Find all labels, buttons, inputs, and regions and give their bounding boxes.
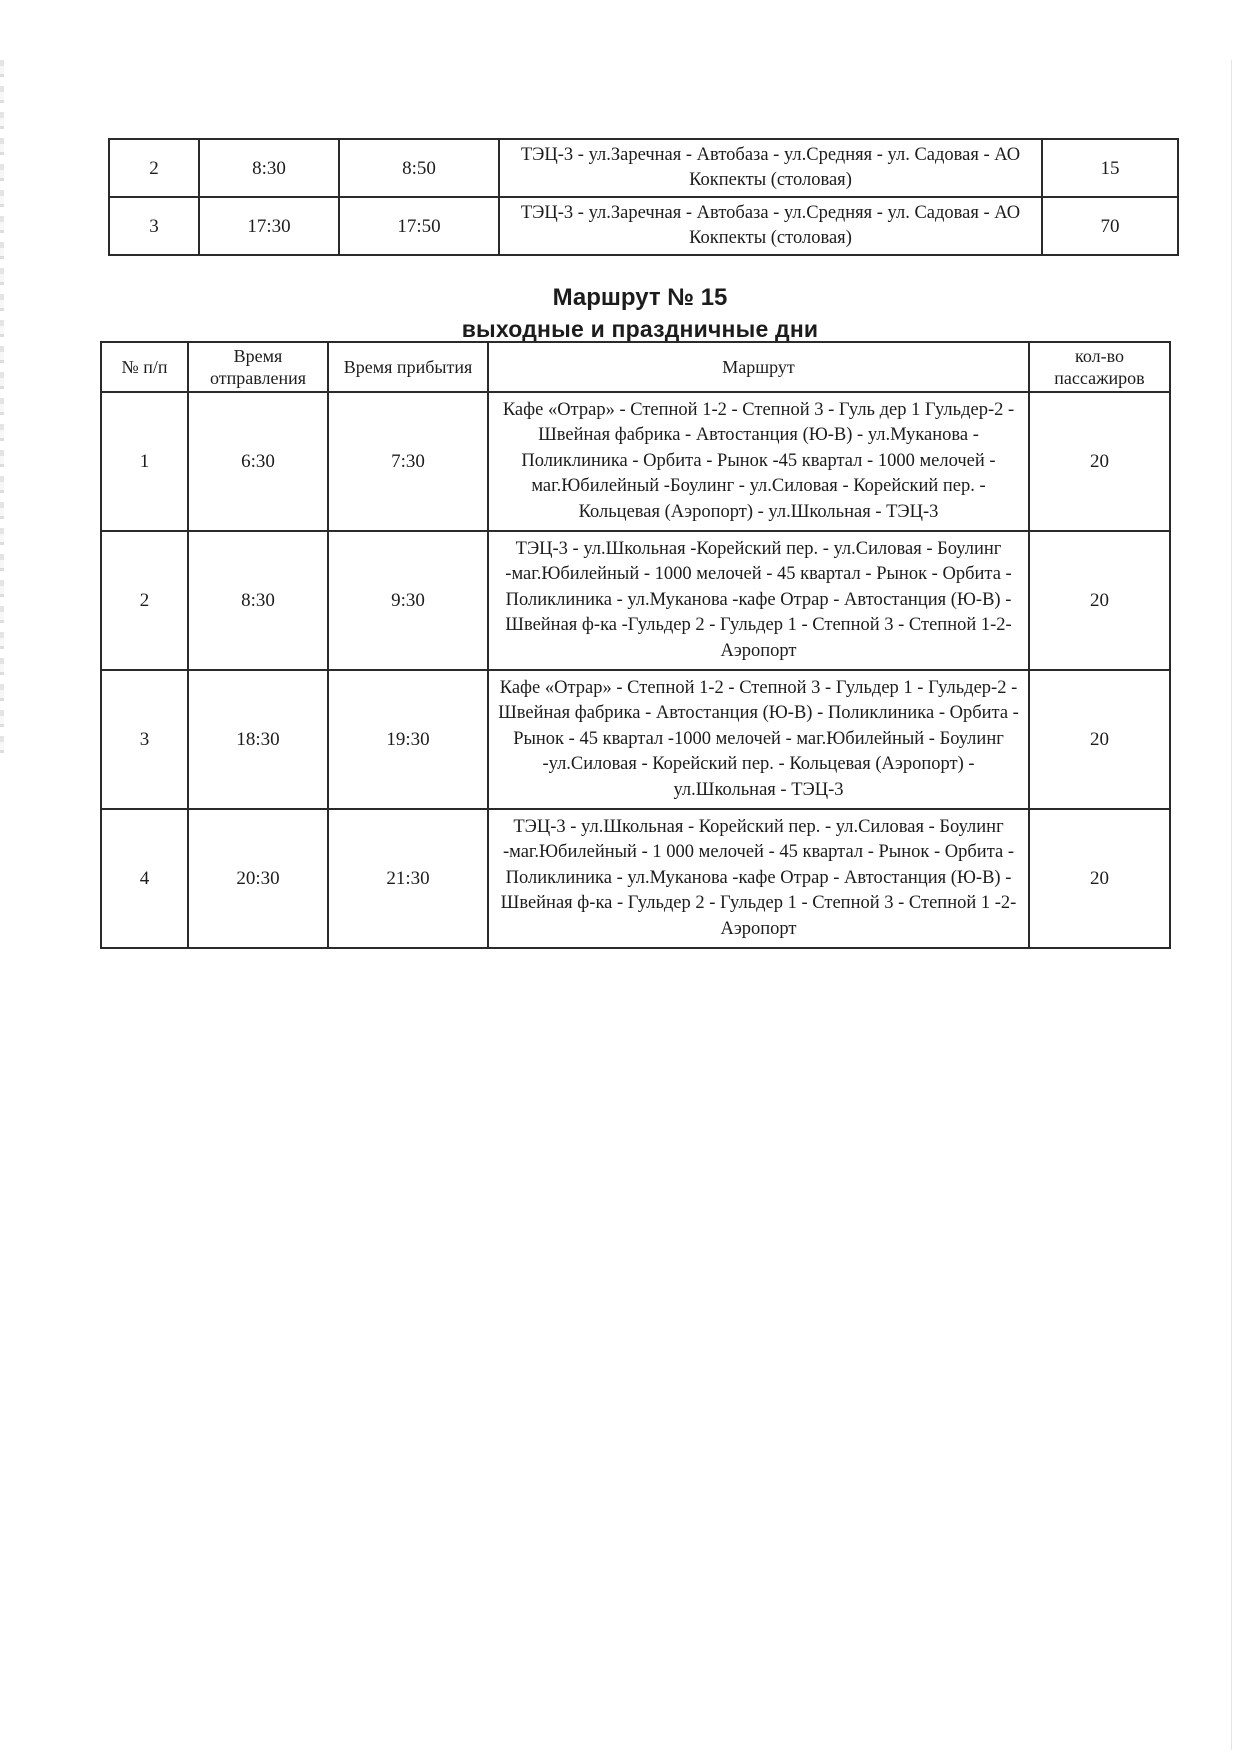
departure-time: 8:30	[199, 139, 339, 197]
table-header-row	[101, 342, 1170, 392]
passenger-count: 20	[1029, 670, 1170, 809]
table-row	[101, 531, 1170, 670]
column-header-number: № п/п	[101, 342, 188, 392]
passenger-count: 20	[1029, 809, 1170, 948]
table-row	[101, 670, 1170, 809]
arrival-time: 9:30	[328, 531, 488, 670]
table-row	[101, 809, 1170, 948]
table-row	[109, 139, 1178, 197]
departure-time: 20:30	[188, 809, 328, 948]
route-description: ТЭЦ-3 - ул.Школьная -Корейский пер. - ул.Силовая - Боулинг -маг.Юбилейный - 1000 мелочей - 45 квартал - Рынок - Орбита - Поликлиника - ул.Муканова -кафе Отрар - Автостанция (Ю-В) - Швейная ф-ка -Гульдер 2 - Гульдер 1 - Степной 3 - Степной 1-2-Аэропорт	[488, 531, 1029, 670]
route-description: Кафе «Отрар» - Степной 1-2 - Степной 3 - Гульдер 1 - Гульдер-2 - Швейная фабрика - Автостанция (Ю-В) - Поликлиника - Орбита - Рынок - 45 квартал -1000 мелочей - маг.Юбилейный - Боулинг -ул.Силовая - Корейский пер. - Кольцевая (Аэропорт) - ул.Школьная - ТЭЦ-3	[488, 670, 1029, 809]
table-row	[101, 392, 1170, 531]
scan-edge-line	[1231, 60, 1232, 1750]
departure-time: 8:30	[188, 531, 328, 670]
row-number: 2	[101, 531, 188, 670]
row-number: 1	[101, 392, 188, 531]
route-subtitle: выходные и праздничные дни	[461, 316, 819, 342]
schedule-table	[100, 341, 1171, 949]
arrival-time: 7:30	[328, 392, 488, 531]
arrival-time: 17:50	[339, 197, 499, 255]
departure-time: 17:30	[199, 197, 339, 255]
row-number: 4	[101, 809, 188, 948]
row-number: 3	[109, 197, 199, 255]
passenger-count: 70	[1042, 197, 1178, 255]
column-header-passengers: кол-во пассажиров	[1029, 342, 1170, 392]
passenger-count: 15	[1042, 139, 1178, 197]
departure-time: 6:30	[188, 392, 328, 531]
arrival-time: 19:30	[328, 670, 488, 809]
arrival-time: 21:30	[328, 809, 488, 948]
route-title: Маршрут № 15	[552, 284, 728, 311]
column-header-arrival: Время прибытия	[328, 342, 488, 392]
schedule-table-continuation	[108, 138, 1179, 256]
row-number: 3	[101, 670, 188, 809]
table-row	[109, 197, 1178, 255]
passenger-count: 20	[1029, 531, 1170, 670]
route-description: Кафе «Отрар» - Степной 1-2 - Степной 3 - Гуль дер 1 Гульдер-2 - Швейная фабрика - Автостанция (Ю-В) - ул.Муканова - Поликлиника - Орбита - Рынок -45 квартал - 1000 мелочей - маг.Юбилейный -Боулинг - ул.Силовая - Корейский пер. - Кольцевая (Аэропорт) - ул.Школьная - ТЭЦ-3	[488, 392, 1029, 531]
passenger-count: 20	[1029, 392, 1170, 531]
route-description: ТЭЦ-3 - ул.Заречная - Автобаза - ул.Средняя - ул. Садовая - АО Кокпекты (столовая)	[499, 197, 1042, 255]
scan-edge-artifact	[0, 60, 4, 760]
row-number: 2	[109, 139, 199, 197]
departure-time: 18:30	[188, 670, 328, 809]
route-description: ТЭЦ-3 - ул.Школьная - Корейский пер. - ул.Силовая - Боулинг -маг.Юбилейный - 1 000 мелочей - 45 квартал - Рынок - Орбита - Поликлиника - ул.Муканова -кафе Отрар - Автостанция (Ю-В) - Швейная ф-ка - Гульдер 2 - Гульдер 1 - Степной 3 - Степной 1 -2-Аэропорт	[488, 809, 1029, 948]
column-header-departure: Время отправления	[188, 342, 328, 392]
column-header-route: Маршрут	[488, 342, 1029, 392]
route-description: ТЭЦ-3 - ул.Заречная - Автобаза - ул.Средняя - ул. Садовая - АО Кокпекты (столовая)	[499, 139, 1042, 197]
arrival-time: 8:50	[339, 139, 499, 197]
